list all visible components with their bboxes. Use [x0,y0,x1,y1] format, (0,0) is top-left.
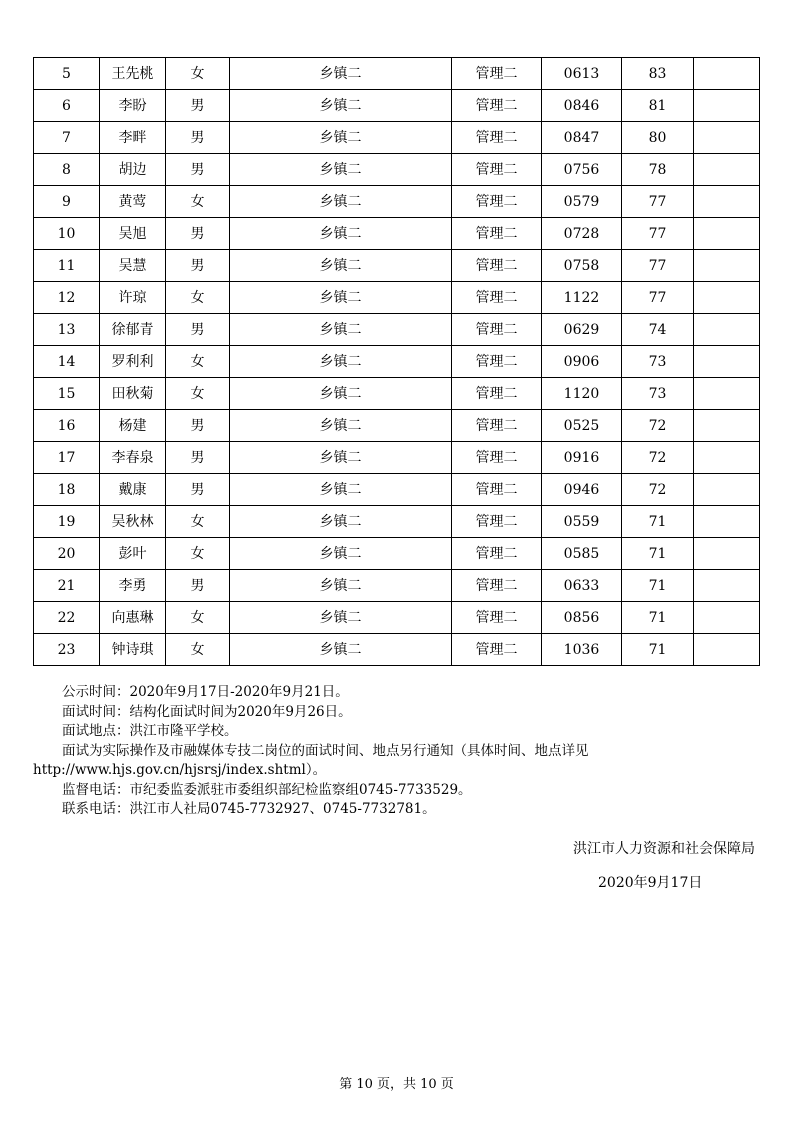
category-cell: 管理二 [452,186,542,218]
category-cell: 管理二 [452,442,542,474]
ticket-number-cell: 0758 [542,250,622,282]
table-row [34,602,760,634]
row-number-cell: 12 [34,282,100,314]
position-cell: 乡镇二 [230,218,452,250]
name-cell: 王先桃 [100,58,166,90]
gender-cell: 男 [166,250,230,282]
category-cell: 管理二 [452,474,542,506]
ticket-number-cell: 0846 [542,90,622,122]
table-body [34,58,760,666]
special-interview-note: 面试为实际操作及市融媒体专技二岗位的面试时间、地点另行通知（具体时间、地点详见 [62,742,589,759]
score-cell: 72 [622,410,694,442]
table-row [34,250,760,282]
gender-cell: 女 [166,538,230,570]
position-cell: 乡镇二 [230,250,452,282]
remark-cell [694,474,760,506]
ticket-number-cell: 0585 [542,538,622,570]
score-cell: 83 [622,58,694,90]
category-cell: 管理二 [452,378,542,410]
name-cell: 黄莺 [100,186,166,218]
row-number-cell: 23 [34,634,100,666]
category-cell: 管理二 [452,58,542,90]
issue-date: 2020年9月17日 [598,875,703,891]
score-cell: 72 [622,442,694,474]
ticket-number-cell: 1120 [542,378,622,410]
name-cell: 徐郁青 [100,314,166,346]
remark-cell [694,602,760,634]
table-row [34,570,760,602]
table-row [34,282,760,314]
score-cell: 71 [622,506,694,538]
remark-cell [694,538,760,570]
remark-cell [694,122,760,154]
category-cell: 管理二 [452,634,542,666]
score-cell: 77 [622,186,694,218]
issuing-organization: 洪江市人力资源和社会保障局 [573,841,755,857]
position-cell: 乡镇二 [230,346,452,378]
name-cell: 吴秋林 [100,506,166,538]
gender-cell: 女 [166,186,230,218]
row-number-cell: 11 [34,250,100,282]
position-cell: 乡镇二 [230,58,452,90]
name-cell: 罗利利 [100,346,166,378]
category-cell: 管理二 [452,602,542,634]
category-cell: 管理二 [452,154,542,186]
row-number-cell: 15 [34,378,100,410]
position-cell: 乡镇二 [230,570,452,602]
results-table [33,57,760,666]
category-cell: 管理二 [452,314,542,346]
contact-phone-note: 联系电话：洪江市人社局0745-7732927、0745-7732781。 [62,801,436,817]
row-number-cell: 8 [34,154,100,186]
ticket-number-cell: 0613 [542,58,622,90]
remark-cell [694,314,760,346]
category-cell: 管理二 [452,346,542,378]
ticket-number-cell: 0525 [542,410,622,442]
score-cell: 71 [622,634,694,666]
score-cell: 80 [622,122,694,154]
ticket-number-cell: 1122 [542,282,622,314]
category-cell: 管理二 [452,250,542,282]
ticket-number-cell: 0633 [542,570,622,602]
gender-cell: 男 [166,442,230,474]
row-number-cell: 10 [34,218,100,250]
ticket-number-cell: 0946 [542,474,622,506]
category-cell: 管理二 [452,538,542,570]
score-cell: 81 [622,90,694,122]
ticket-number-cell: 0906 [542,346,622,378]
position-cell: 乡镇二 [230,410,452,442]
ticket-number-cell: 0728 [542,218,622,250]
row-number-cell: 7 [34,122,100,154]
position-cell: 乡镇二 [230,602,452,634]
score-cell: 77 [622,250,694,282]
category-cell: 管理二 [452,570,542,602]
remark-cell [694,58,760,90]
position-cell: 乡镇二 [230,90,452,122]
name-cell: 钟诗琪 [100,634,166,666]
table-row [34,378,760,410]
name-cell: 向惠琳 [100,602,166,634]
table-row [34,154,760,186]
remark-cell [694,570,760,602]
ticket-number-cell: 0916 [542,442,622,474]
score-cell: 77 [622,218,694,250]
score-cell: 71 [622,538,694,570]
remark-cell [694,378,760,410]
score-cell: 71 [622,602,694,634]
name-cell: 田秋菊 [100,378,166,410]
name-cell: 胡边 [100,154,166,186]
gender-cell: 女 [166,634,230,666]
score-cell: 77 [622,282,694,314]
gender-cell: 男 [166,314,230,346]
name-cell: 彭叶 [100,538,166,570]
ticket-number-cell: 0579 [542,186,622,218]
notes-section [33,683,759,820]
remark-cell [694,186,760,218]
name-cell: 杨建 [100,410,166,442]
position-cell: 乡镇二 [230,634,452,666]
category-cell: 管理二 [452,218,542,250]
remark-cell [694,346,760,378]
remark-cell [694,90,760,122]
ticket-number-cell: 0559 [542,506,622,538]
gender-cell: 女 [166,602,230,634]
score-cell: 78 [622,154,694,186]
position-cell: 乡镇二 [230,314,452,346]
gender-cell: 男 [166,218,230,250]
category-cell: 管理二 [452,90,542,122]
category-cell: 管理二 [452,410,542,442]
special-interview-url: http://www.hjs.gov.cn/hjsrsj/index.shtml）。 [33,762,327,778]
score-cell: 74 [622,314,694,346]
remark-cell [694,218,760,250]
remark-cell [694,250,760,282]
row-number-cell: 19 [34,506,100,538]
row-number-cell: 6 [34,90,100,122]
table-row [34,442,760,474]
remark-cell [694,410,760,442]
remark-cell [694,154,760,186]
score-cell: 71 [622,570,694,602]
gender-cell: 女 [166,58,230,90]
ticket-number-cell: 0756 [542,154,622,186]
position-cell: 乡镇二 [230,378,452,410]
supervision-phone-note: 监督电话：市纪委监委派驻市委组织部纪检监察组0745-7733529。 [62,781,472,798]
position-cell: 乡镇二 [230,506,452,538]
remark-cell [694,442,760,474]
name-cell: 吴旭 [100,218,166,250]
score-cell: 73 [622,378,694,410]
gender-cell: 男 [166,570,230,602]
gender-cell: 女 [166,346,230,378]
table-row [34,506,760,538]
table-row [34,538,760,570]
table-row [34,186,760,218]
position-cell: 乡镇二 [230,186,452,218]
score-cell: 73 [622,346,694,378]
interview-place-note: 面试地点：洪江市隆平学校。 [62,723,238,739]
ticket-number-cell: 0629 [542,314,622,346]
ticket-number-cell: 0847 [542,122,622,154]
name-cell: 李盼 [100,90,166,122]
position-cell: 乡镇二 [230,282,452,314]
row-number-cell: 16 [34,410,100,442]
gender-cell: 男 [166,474,230,506]
table-row [34,346,760,378]
ticket-number-cell: 1036 [542,634,622,666]
position-cell: 乡镇二 [230,122,452,154]
table-row [34,474,760,506]
gender-cell: 男 [166,90,230,122]
name-cell: 戴康 [100,474,166,506]
gender-cell: 女 [166,282,230,314]
row-number-cell: 14 [34,346,100,378]
category-cell: 管理二 [452,122,542,154]
ticket-number-cell: 0856 [542,602,622,634]
category-cell: 管理二 [452,282,542,314]
row-number-cell: 20 [34,538,100,570]
name-cell: 李畔 [100,122,166,154]
remark-cell [694,506,760,538]
gender-cell: 男 [166,410,230,442]
gender-cell: 男 [166,154,230,186]
row-number-cell: 9 [34,186,100,218]
name-cell: 许琼 [100,282,166,314]
row-number-cell: 18 [34,474,100,506]
table-row [34,634,760,666]
name-cell: 李春泉 [100,442,166,474]
row-number-cell: 22 [34,602,100,634]
row-number-cell: 5 [34,58,100,90]
table-row [34,90,760,122]
remark-cell [694,634,760,666]
score-cell: 72 [622,474,694,506]
position-cell: 乡镇二 [230,474,452,506]
table-row [34,122,760,154]
name-cell: 吴慧 [100,250,166,282]
table-row [34,410,760,442]
row-number-cell: 21 [34,570,100,602]
table-row [34,314,760,346]
interview-time-note: 面试时间：结构化面试时间为2020年9月26日。 [62,703,352,720]
position-cell: 乡镇二 [230,538,452,570]
position-cell: 乡镇二 [230,442,452,474]
gender-cell: 女 [166,378,230,410]
name-cell: 李勇 [100,570,166,602]
publicity-time-note: 公示时间：2020年9月17日-2020年9月21日。 [62,684,349,700]
page-footer: 第 10 页，共 10 页 [339,1077,454,1092]
category-cell: 管理二 [452,506,542,538]
row-number-cell: 13 [34,314,100,346]
table-row [34,218,760,250]
gender-cell: 男 [166,122,230,154]
table-row [34,58,760,90]
row-number-cell: 17 [34,442,100,474]
position-cell: 乡镇二 [230,154,452,186]
remark-cell [694,282,760,314]
gender-cell: 女 [166,506,230,538]
